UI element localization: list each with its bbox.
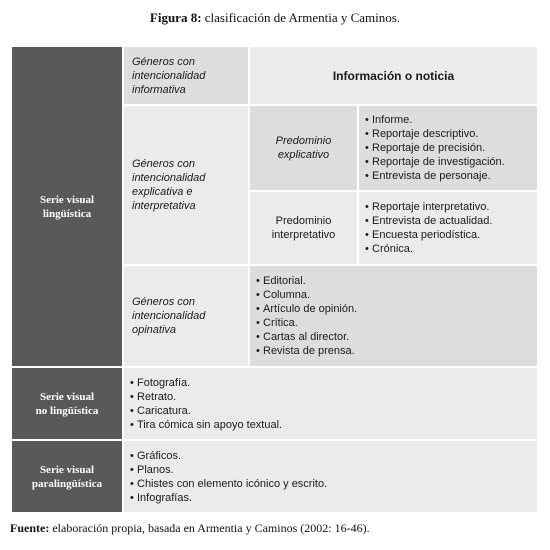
predominio-interpretativo: Predominio interpretativo [250, 192, 357, 264]
genre-opinativa: Géneros con intencionalidad opinativa [124, 266, 248, 366]
series-no-linguistica: Serie visual no lingüística [12, 368, 122, 439]
caption-text: clasificación de Armentia y Caminos. [201, 10, 401, 25]
caption-label: Figura 8: [149, 10, 202, 25]
list-item: • Entrevista de actualidad. [365, 214, 531, 228]
genre-informativa: Géneros con intencionalidad informativa [124, 47, 248, 104]
series-linguistica: Serie visual lingüística [12, 47, 122, 366]
list-no-linguistica [124, 368, 537, 439]
list-item: • Reportaje descriptivo. [365, 127, 531, 141]
list-item: • Entrevista de personaje. [365, 169, 531, 183]
list-item: • Crítica. [256, 316, 531, 330]
header-info: Información o noticia [250, 47, 537, 104]
list-item: • Informe. [365, 113, 531, 127]
source-text: elaboración propia, basada en Armentia y Caminos (2002: 16-46). [49, 521, 370, 535]
predominio-explicativo: Predominio explicativo [250, 106, 357, 190]
list-item: • Columna. [256, 288, 531, 302]
list-item: • Crónica. [365, 242, 531, 256]
list-item: • Artículo de opinión. [256, 302, 531, 316]
list-item: • Cartas al director. [256, 330, 531, 344]
list-item: • Caricatura. [130, 404, 531, 418]
list-item: • Revista de prensa. [256, 344, 531, 358]
list-opinativo [250, 266, 537, 366]
source-note [10, 521, 540, 536]
list-item: • Planos. [130, 463, 531, 477]
list-item: • Reportaje de investigación. [365, 155, 531, 169]
series-paralinguistica: Serie visual paralingüística [12, 441, 122, 512]
list-item: • Tira cómica sin apoyo textual. [130, 418, 531, 432]
list-paralinguistica [124, 441, 537, 512]
list-explicativo [359, 106, 537, 190]
list-item: • Chistes con elemento icónico y escrito. [130, 477, 531, 491]
list-item: • Fotografía. [130, 376, 531, 390]
list-item: • Retrato. [130, 390, 531, 404]
genre-explicativa: Géneros con intencionalidad explicativa e interpretativa [124, 106, 248, 264]
list-item: • Infografías. [130, 491, 531, 505]
figure-caption [0, 10, 550, 26]
list-item: • Reportaje interpretativo. [365, 200, 531, 214]
list-item: • Encuesta periodística. [365, 228, 531, 242]
list-item: • Reportaje de precisión. [365, 141, 531, 155]
list-interpretativo [359, 192, 537, 264]
source-label: Fuente: [10, 521, 50, 535]
list-item: • Editorial. [256, 274, 531, 288]
classification-table [12, 47, 537, 509]
list-item: • Gráficos. [130, 449, 531, 463]
